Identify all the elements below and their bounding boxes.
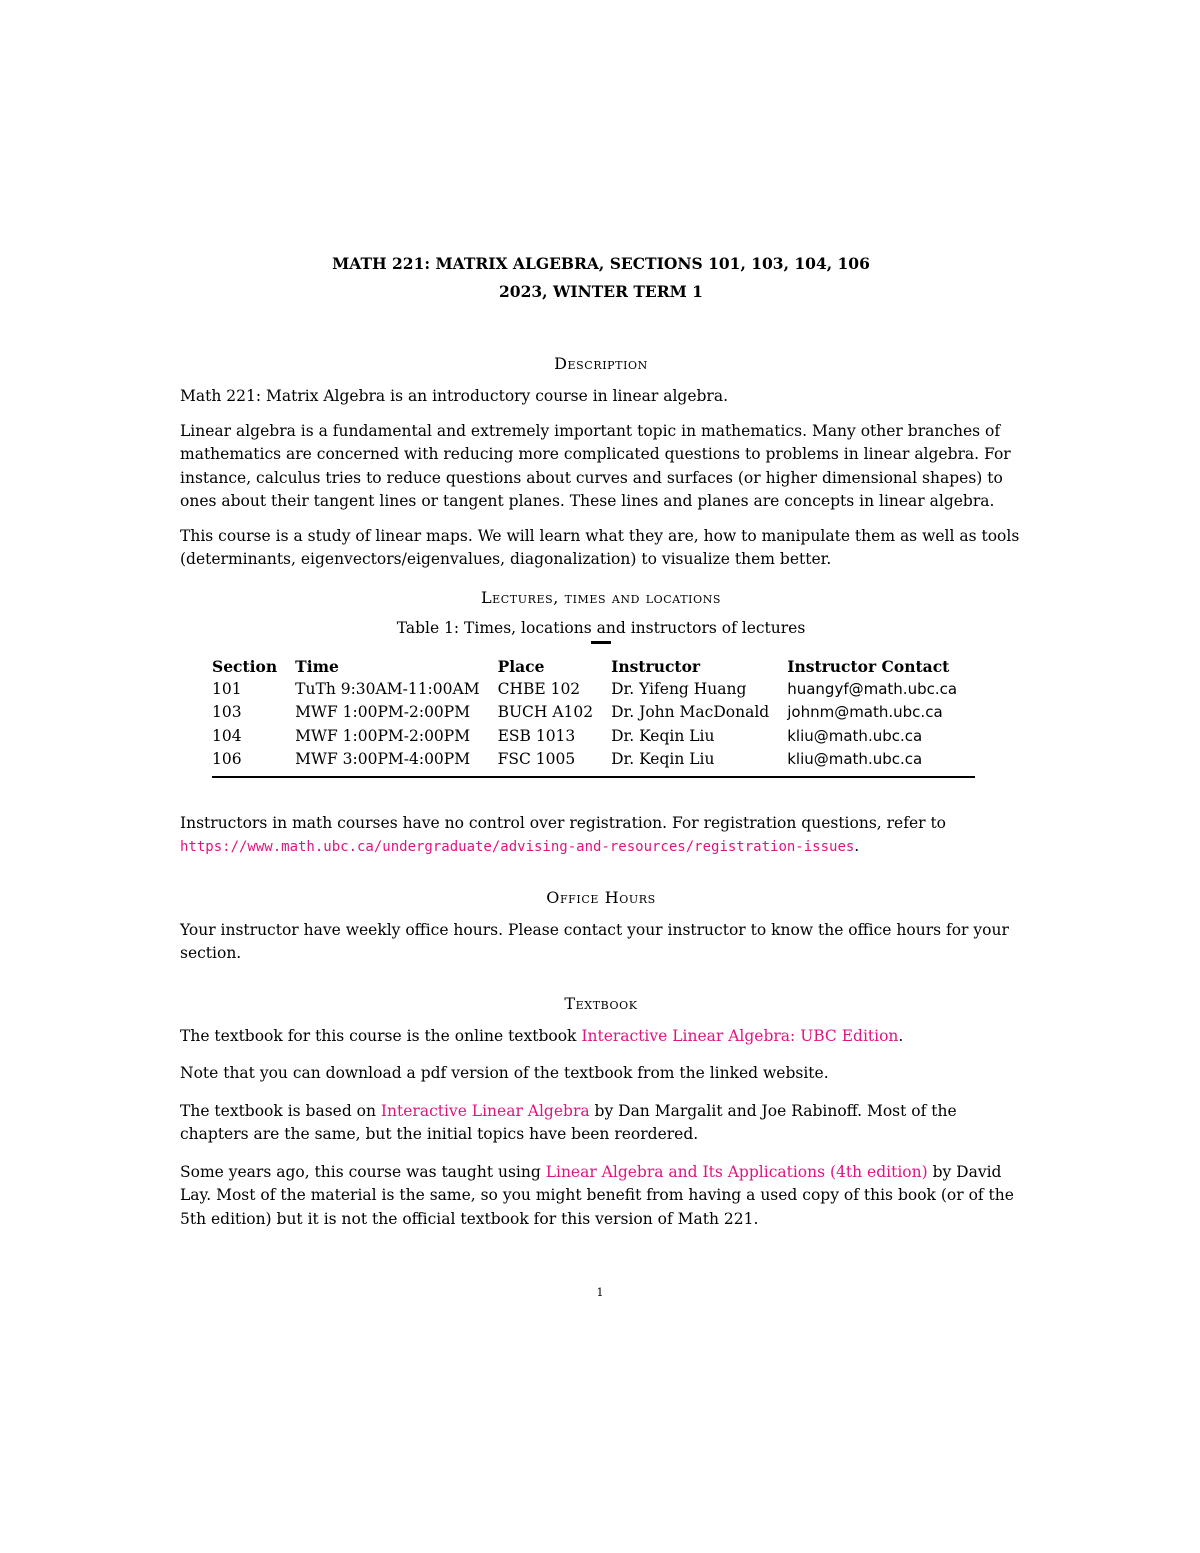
instructor-cell: Dr. Yifeng Huang (611, 679, 747, 698)
textbook-p1-text: The textbook for this course is the online textbook (180, 1026, 582, 1045)
section-cell: 103 (212, 703, 242, 721)
textbook-p3-end: by Dan Margalit and Joe Rabinoff. Most of the chapters are the same, but the initial topics have been reordered. (180, 1101, 957, 1143)
table-row (212, 725, 975, 749)
place-cell: ESB 1013 (497, 726, 576, 745)
contact-cell: huangyf@math.ubc.ca (787, 679, 958, 698)
table-row (212, 701, 975, 725)
column-header: Place (497, 656, 545, 676)
title-block (180, 250, 1022, 306)
section-cell: 104 (212, 726, 242, 745)
column-header: Section (212, 656, 278, 676)
office-hours-paragraph: Your instructor have weekly office hours. Please contact your instructor to know the office hours for your section. (180, 920, 1009, 962)
textbook-paragraph-3 (180, 1100, 1022, 1147)
time-cell: MWF 1:00PM-2:00PM (295, 726, 471, 745)
description-paragraph-1: Math 221: Matrix Algebra is an introductory course in linear algebra. (180, 387, 729, 405)
textbook-paragraph-2: Note that you can download a pdf version of the textbook from the linked website. (180, 1064, 829, 1082)
textbook-p4-text: Some years ago, this course was taught using (180, 1162, 546, 1181)
lectures-table (212, 656, 975, 778)
course-term: 2023, WINTER TERM 1 (499, 282, 703, 301)
time-cell: MWF 1:00PM-2:00PM (295, 703, 471, 721)
place-cell: BUCH A102 (497, 703, 594, 721)
section-cell: 101 (212, 679, 242, 698)
time-cell: TuTh 9:30AM-11:00AM (295, 679, 480, 698)
page-number: 1 (596, 1286, 604, 1299)
spacer (180, 778, 1022, 812)
description-paragraph-2: Linear algebra is a fundamental and extremely important topic in mathematics. Many other branches of mathematics are concerned with reducing more complicated questions to problems in linear algebra. For instance, calculus tries to reduce questions about curves and surfaces (or higher dimensional shapes) to ones about their tangent lines or tangent planes. These lines and planes are concepts in linear algebra. (180, 421, 1011, 510)
registration-link[interactable]: https://www.math.ubc.ca/undergraduate/advising-and-resources/registration-issues (180, 839, 855, 855)
textbook-heading: Textbook (564, 993, 638, 1013)
registration-paragraph (180, 812, 1022, 860)
description-paragraph-3: This course is a study of linear maps. We will learn what they are, how to manipulate them as well as tools (determinants, eigenvectors/eigenvalues, diagonalization) to visualize them better. (180, 526, 1020, 568)
column-header: Instructor Contact (787, 656, 950, 676)
instructor-cell: Dr. Keqin Liu (611, 748, 787, 777)
table-caption: Table 1: Times, locations and instructors of lectures (396, 618, 806, 637)
textbook-paragraph-1 (180, 1025, 1022, 1049)
textbook-p1-end: . (898, 1026, 904, 1045)
registration-text: Instructors in math courses have no control over registration. For registration questions, refer to (180, 813, 947, 832)
ila-link[interactable]: Interactive Linear Algebra (380, 1101, 590, 1120)
table-row (212, 678, 975, 702)
instructor-cell: Dr. John MacDonald (611, 703, 770, 721)
office-hours-heading: Office Hours (546, 887, 656, 907)
contact-cell: johnm@math.ubc.ca (787, 703, 943, 721)
textbook-paragraph-4 (180, 1161, 1022, 1232)
instructor-cell: Dr. Keqin Liu (611, 726, 715, 745)
table-top-rule (591, 641, 611, 644)
lectures-heading: Lectures, times and locations (480, 587, 722, 607)
ila-ubc-edition-link[interactable]: Interactive Linear Algebra: UBC Edition (581, 1026, 899, 1045)
registration-end: . (854, 837, 860, 855)
contact-cell: kliu@math.ubc.ca (787, 748, 975, 777)
table-row (212, 748, 975, 777)
course-title: MATH 221: MATRIX ALGEBRA, SECTIONS 101, 103, 104, 106 (332, 254, 870, 273)
contact-cell: kliu@math.ubc.ca (787, 726, 923, 745)
column-header: Instructor (611, 656, 701, 676)
table-header-row (212, 656, 975, 678)
lay-textbook-link[interactable]: Linear Algebra and Its Applications (4th edition) (545, 1162, 928, 1181)
description-heading: Description (554, 354, 648, 373)
place-cell: CHBE 102 (497, 679, 581, 698)
time-cell: MWF 3:00PM-4:00PM (295, 748, 497, 777)
page-content (180, 250, 1022, 1242)
section-cell: 106 (212, 748, 295, 777)
textbook-p3-text: The textbook is based on (180, 1101, 381, 1120)
place-cell: FSC 1005 (498, 748, 612, 777)
column-header: Time (295, 656, 339, 676)
textbook-p4-end: by David Lay. Most of the material is the same, so you might benefit from having a used copy of this book (or of the 5th edition) but it is not the official textbook for this version of Math 221. (180, 1162, 1014, 1228)
